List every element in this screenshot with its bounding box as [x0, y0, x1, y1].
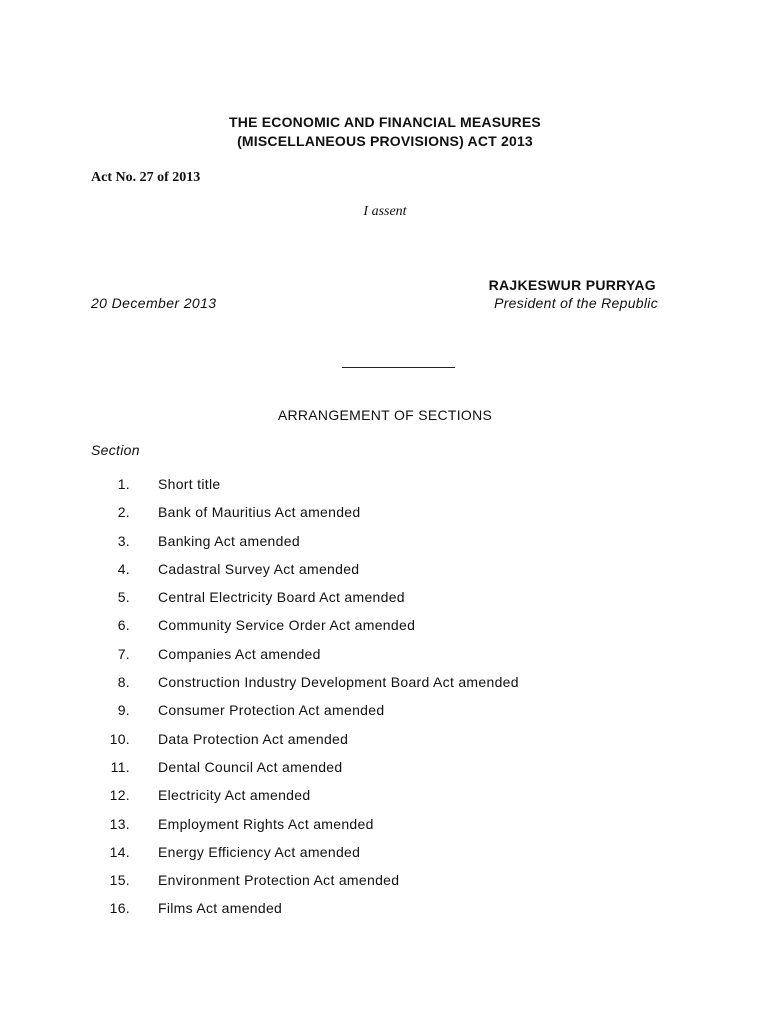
section-number: 8. [117, 674, 130, 691]
list-item [0, 787, 770, 815]
section-title: Dental Council Act amended [158, 758, 343, 775]
section-number: 11. [110, 758, 130, 775]
president-name: RAJKESWUR PURRYAG [488, 277, 656, 293]
section-title: Community Service Order Act amended [158, 617, 416, 634]
section-title: Consumer Protection Act amended [158, 702, 385, 719]
section-title: Employment Rights Act amended [158, 815, 374, 832]
section-number: 13. [109, 815, 130, 832]
section-title: Films Act amended [158, 900, 283, 917]
section-number: 12. [109, 787, 130, 804]
list-item [0, 533, 770, 561]
section-number: 1. [117, 476, 130, 492]
divider-rule [342, 367, 455, 368]
list-item [0, 816, 770, 844]
list-item [0, 476, 770, 504]
list-item [0, 900, 770, 928]
president-title: President of the Republic [494, 295, 658, 311]
section-number: 14. [109, 843, 130, 860]
section-title: Construction Industry Development Board Act amended [158, 674, 519, 691]
section-title: Energy Efficiency Act amended [158, 843, 361, 860]
section-title: Data Protection Act amended [158, 730, 349, 747]
section-number: 6. [117, 617, 130, 634]
assent-text: I assent [363, 204, 407, 219]
act-title-line-1: THE ECONOMIC AND FINANCIAL MEASURES [229, 114, 541, 130]
section-title: Bank of Mauritius Act amended [158, 504, 361, 521]
list-item [0, 759, 770, 787]
section-number: 7. [117, 645, 130, 662]
section-number: 9. [117, 702, 130, 719]
section-number: 3. [117, 532, 130, 549]
list-item [0, 674, 770, 702]
section-number: 16. [109, 900, 130, 917]
assent-date: 20 December 2013 [91, 295, 217, 311]
list-item [0, 617, 770, 645]
section-title: Central Electricity Board Act amended [158, 589, 405, 606]
list-item [0, 872, 770, 900]
section-number: 10. [109, 730, 130, 747]
section-column-label: Section [91, 442, 140, 458]
arrangement-heading: ARRANGEMENT OF SECTIONS [277, 407, 493, 423]
list-item [0, 561, 770, 589]
section-title: Electricity Act amended [158, 787, 311, 804]
list-item [0, 844, 770, 872]
act-title-line-2: (MISCELLANEOUS PROVISIONS) ACT 2013 [237, 133, 533, 149]
section-number: 2. [117, 504, 130, 521]
section-title: Companies Act amended [158, 645, 321, 662]
act-number: Act No. 27 of 2013 [91, 170, 201, 185]
section-title: Short title [158, 476, 221, 492]
list-item [0, 646, 770, 674]
list-item [0, 589, 770, 617]
sections-list [0, 476, 770, 929]
list-item [0, 731, 770, 759]
section-number: 15. [109, 872, 130, 889]
list-item [0, 504, 770, 532]
section-number: 5. [117, 589, 130, 606]
section-title: Environment Protection Act amended [158, 872, 400, 889]
section-title: Banking Act amended [158, 532, 300, 549]
list-item [0, 702, 770, 730]
section-number: 4. [117, 560, 130, 577]
section-title: Cadastral Survey Act amended [158, 560, 360, 577]
